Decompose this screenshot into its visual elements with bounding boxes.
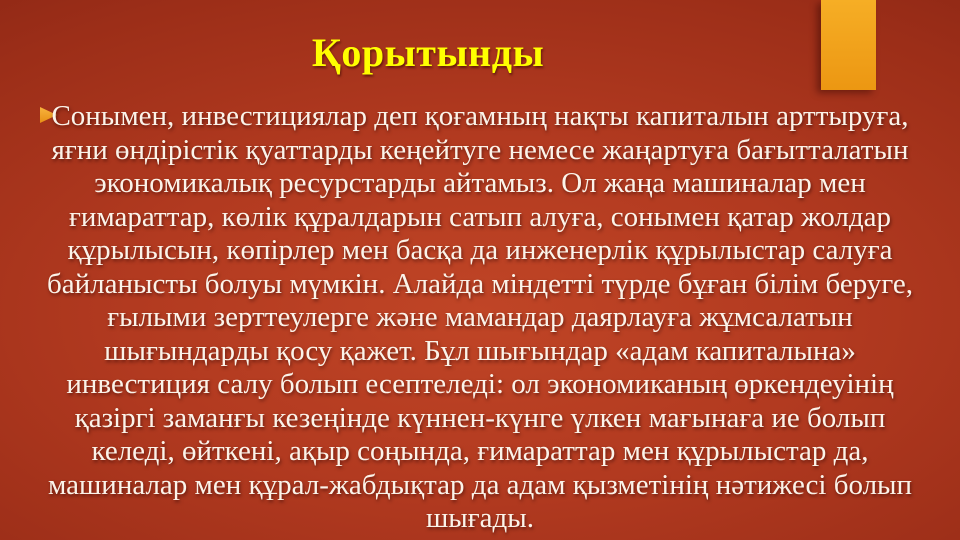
body-line: байланысты болуы мүмкін. Алайда міндетті түрде бұған білім беруге, [46,267,913,300]
body-line: машиналар мен құрал-жабдықтар да адам қызметінің нәтижесі болып [47,468,913,501]
body-line: Сонымен, инвестициялар деп қоғамның нақты капиталын арттыруға, [51,100,909,132]
body-text-block [30,100,930,536]
body-line: шығады. [425,502,535,534]
body-line: ғылыми зерттеулерге және мамандар даярлауға жұмсалатын [107,301,853,333]
body-line: инвестиция салу болып есептеледі: ол экономиканың өркендеуінің [66,368,894,400]
body-line: шығындарды қосу қажет. Бұл шығындар «адам капиталына» [104,334,856,367]
body-line: яғни өндірістік қуаттарды кеңейтуге немесе жаңартуға бағытталатын [51,133,909,166]
body-line: құрылысын, көпірлер мен басқа да инженерлік құрылыстар салуға [67,234,893,266]
body-line: қазіргі заманғы кезеңінде күннен-күнге үлкен мағынаға ие болып [74,401,886,434]
slide-title: Қорытынды [311,30,545,75]
body-line: экономикалық ресурстарды айтамыз. Ол жаңа машиналар мен [94,167,866,199]
body-line: келеді, өйткені, ақыр соңында, ғимараттар мен құрылыстар да, [91,435,869,467]
body-line: ғимараттар, көлік құралдарын сатып алуға, сонымен қатар жолдар [68,200,892,233]
